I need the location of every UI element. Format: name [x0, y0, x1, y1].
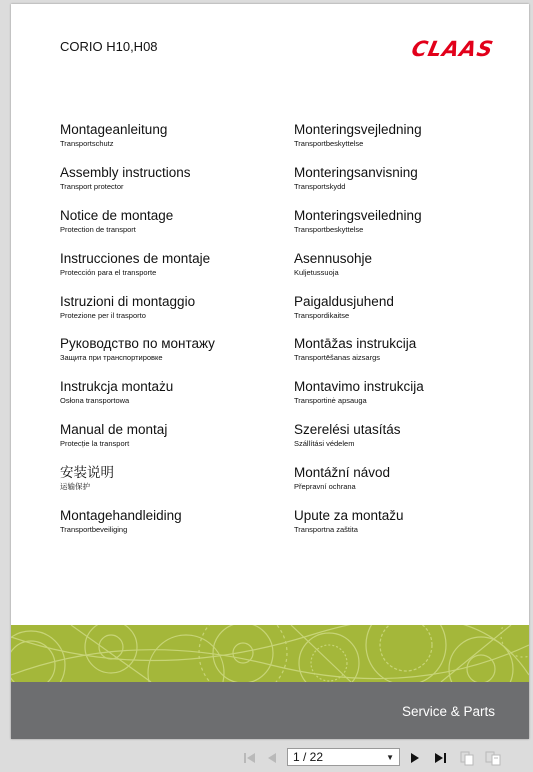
- previous-page-icon[interactable]: [262, 748, 282, 768]
- entry-subtitle: 运输保护: [60, 482, 90, 492]
- entry-title: Montageanleitung: [60, 122, 168, 137]
- page-indicator: 1 / 22: [293, 750, 324, 764]
- entry-title: Monteringsveiledning: [294, 207, 422, 223]
- entry-title: Instrukcja montażu: [60, 379, 174, 395]
- language-entry: [60, 421, 215, 464]
- document-page: [11, 4, 529, 739]
- entry-subtitle: Přepravní ochrana: [294, 482, 356, 492]
- language-entry: [294, 293, 424, 336]
- pdf-viewer-toolbar: [0, 744, 533, 772]
- language-entry: [60, 250, 215, 293]
- entry-subtitle: Transportbeskyttelse: [294, 139, 364, 148]
- entry-title: Asennusohje: [294, 250, 373, 266]
- entry-subtitle: Transportēšanas aizsargs: [294, 353, 381, 363]
- entry-subtitle: Kuljetussuoja: [294, 267, 339, 277]
- language-entry: [294, 378, 424, 421]
- entry-subtitle: Osłona transportowa: [60, 396, 130, 406]
- language-entry: [294, 250, 424, 293]
- entry-title: Istruzioni di montaggio: [60, 293, 196, 309]
- gear-pattern-graphic: [11, 625, 529, 682]
- entry-subtitle: Transportbeskyttelse: [294, 224, 364, 234]
- entry-subtitle: Protección para el transporte: [60, 267, 157, 277]
- language-entry: [60, 464, 215, 507]
- language-entry: [60, 507, 215, 550]
- language-entry: [294, 507, 424, 550]
- entry-subtitle: Защита при транспортировке: [60, 353, 163, 363]
- service-parts-label: Service & Parts: [401, 704, 495, 719]
- page-number-select[interactable]: [287, 748, 400, 766]
- decorative-gear-band: [11, 625, 529, 682]
- language-entry: [60, 207, 215, 250]
- first-page-icon[interactable]: [240, 748, 260, 768]
- language-entry: [294, 121, 424, 164]
- entry-title: Montagehandleiding: [60, 508, 182, 524]
- language-entry: [294, 421, 424, 464]
- document-title: CORIO H10,H08: [60, 39, 158, 54]
- entry-title: Montavimo instrukcija: [294, 379, 424, 395]
- entry-subtitle: Transportna zaštita: [294, 525, 358, 535]
- entry-title: Manual de montaj: [60, 422, 168, 438]
- entry-subtitle: Protection de transport: [60, 224, 136, 234]
- entry-title: Assembly instructions: [60, 164, 191, 180]
- page-footer: [11, 682, 529, 739]
- entry-title: Upute za montažu: [294, 508, 404, 524]
- language-entry: [60, 378, 215, 421]
- entry-title: Montāžas instrukcija: [294, 336, 417, 352]
- entry-subtitle: Protezione per il trasporto: [60, 310, 146, 320]
- entry-subtitle: Protecție la transport: [60, 439, 130, 449]
- next-page-icon[interactable]: [405, 748, 425, 768]
- last-page-icon[interactable]: [430, 748, 450, 768]
- single-page-view-icon[interactable]: [457, 748, 477, 768]
- entry-title: Szerelési utasítás: [294, 422, 401, 438]
- entry-title: Montážní návod: [294, 465, 391, 481]
- language-entry: [60, 121, 215, 164]
- right-language-column: [294, 121, 424, 550]
- entry-title: Руководство по монтажу: [60, 336, 215, 352]
- language-entry: [294, 464, 424, 507]
- language-entry: [294, 207, 424, 250]
- language-entry: [294, 335, 424, 378]
- entry-subtitle: Transportinė apsauga: [294, 396, 367, 406]
- entry-subtitle: Transport protector: [60, 181, 124, 191]
- language-entry: [60, 335, 215, 378]
- entry-subtitle: Transportschutz: [60, 139, 114, 148]
- entry-title: Monteringsanvisning: [294, 164, 418, 180]
- entry-title: Instrucciones de montaje: [60, 250, 211, 266]
- entry-subtitle: Transpordikaitse: [294, 310, 350, 320]
- language-entry: [60, 293, 215, 336]
- language-entry: [60, 164, 215, 207]
- chevron-down-icon: ▼: [386, 752, 394, 762]
- entry-title: Notice de montage: [60, 207, 174, 223]
- entry-subtitle: Transportbeveiliging: [60, 525, 128, 535]
- entry-title: 安装说明: [60, 465, 114, 481]
- two-page-view-icon[interactable]: [483, 748, 503, 768]
- entry-title: Paigaldusjuhend: [294, 293, 394, 309]
- left-language-column: [60, 121, 215, 550]
- entry-title: Monteringsvejledning: [294, 122, 422, 137]
- language-entry: [294, 164, 424, 207]
- entry-subtitle: Transportskydd: [294, 181, 346, 191]
- entry-subtitle: Szállítási védelem: [294, 439, 355, 449]
- claas-logo: CLAAS: [409, 37, 496, 61]
